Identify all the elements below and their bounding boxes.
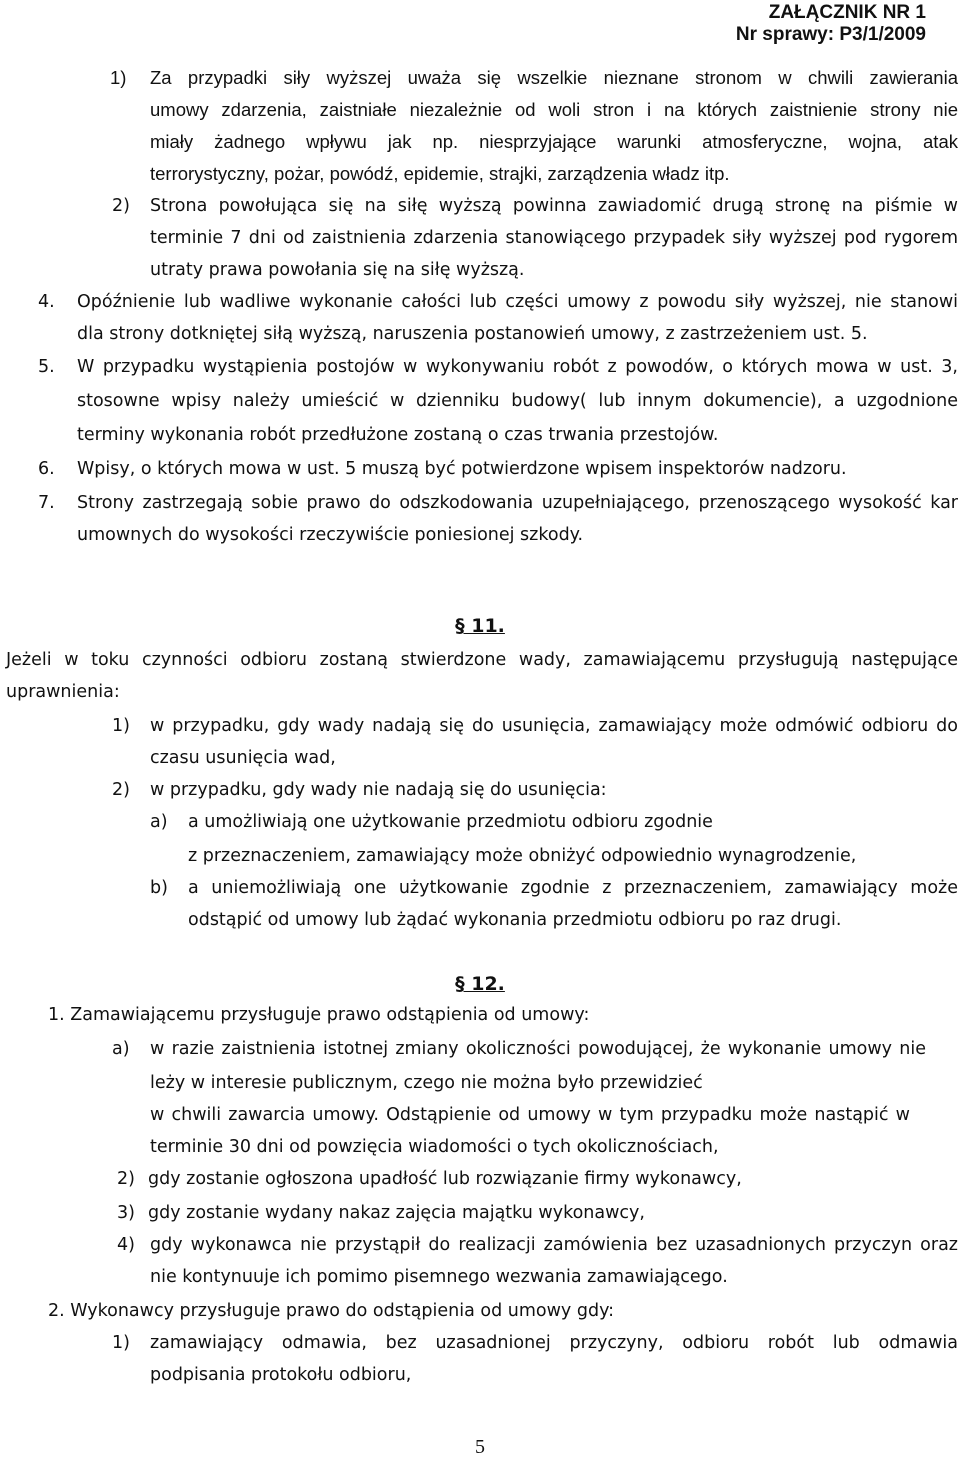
text-line: z przeznaczeniem, zamawiający może obniżyć odpowiednio wynagrodzenie, [188,846,857,866]
text-line: umownych do wysokości rzeczywiście poniesionej szkody. [77,525,584,545]
text-line: gdy zostanie ogłoszona upadłość lub rozwiązanie firmy wykonawcy, [148,1169,742,1189]
text-line: terminie 7 dni od zaistnienia zdarzenia stanowiącego przypadek siły wyższej pod rygorem [150,228,958,248]
attachment-title: ZAŁĄCZNIK NR 1 [768,2,926,23]
text-line: dla strony dotkniętej siłą wyższą, naruszenia postanowień umowy, z zastrzeżeniem ust. 5. [77,324,868,344]
item-number: 2) [112,196,130,216]
page-number: 5 [475,1436,485,1458]
text-line: czasu usunięcia wad, [150,748,336,768]
section-12-point-1: 1. Zamawiającemu przysługuje prawo odstąpienia od umowy: [48,1005,590,1025]
text-line: w przypadku, gdy wady nie nadają się do usunięcia: [150,780,607,800]
text-line: Wpisy, o których mowa w ust. 5 muszą być potwierdzone wpisem inspektorów nadzoru. [77,459,847,479]
text-line: nie kontynuuje ich pomimo pisemnego wezwania zamawiającego. [150,1267,728,1287]
item-number: a) [112,1039,130,1059]
text-line: stosowne wpisy należy umieścić w dzienniku budowy( lub innym dokumencie), a uzgodnione [77,391,958,411]
text-line: Strona powołująca się na siłę wyższą powinna zawiadomić drugą stronę na piśmie w [150,196,958,216]
text-line: odstąpić od umowy lub żądać wykonania przedmiotu odbioru po raz drugi. [188,910,842,930]
text-line: terminy wykonania robót przedłużone zostaną o czas trwania przestojów. [77,425,719,445]
item-number: 1) [112,716,130,736]
item-number: 1) [112,1333,130,1353]
item-number: 3) [117,1203,135,1223]
text-line: terrorystyczny, pożar, powódź, epidemie, strajki, zarządzenia władz itp. [150,163,730,184]
text-line: W przypadku wystąpienia postojów w wykonywaniu robót z powodów, o których mowa w ust. 3, [77,357,958,377]
text-line: gdy zostanie wydany nakaz zajęcia majątku wykonawcy, [148,1203,645,1223]
text-line: Strony zastrzegają sobie prawo do odszkodowania uzupełniającego, przenoszącego wysokość kar [77,493,958,513]
item-number: 4. [38,292,55,312]
item-number: a) [150,812,168,832]
item-number: 4) [117,1235,135,1255]
text-line: w chwili zawarcia umowy. Odstąpienie od umowy w tym przypadku może nastąpić w [150,1105,910,1125]
text-line: gdy wykonawca nie przystąpił do realizacji zamówienia bez uzasadnionych przyczyn oraz [150,1235,958,1255]
text-line: utraty prawa powołania się na siłę wyższą. [150,260,525,280]
text-line: a umożliwiają one użytkowanie przedmiotu odbioru zgodnie [188,812,713,832]
section-12-point-2: 2. Wykonawcy przysługuje prawo do odstąpienia od umowy gdy: [48,1301,615,1321]
text-line: podpisania protokołu odbioru, [150,1365,412,1385]
text-line: w razie zaistnienia istotnej zmiany okoliczności powodującej, że wykonanie umowy nie [150,1039,926,1059]
item-number: 2) [112,780,130,800]
text-line: terminie 30 dni od powzięcia wiadomości o tych okolicznościach, [150,1137,719,1157]
text-line: a uniemożliwiają one użytkowanie zgodnie z przeznaczeniem, zamawiający może [188,878,958,898]
item-number: 6. [38,459,55,479]
item-number: b) [150,878,168,898]
item-number: 5. [38,357,55,377]
section-12-heading: § 12. [455,973,505,995]
text-line: Opóźnienie lub wadliwe wykonanie całości lub części umowy z powodu siły wyższej, nie stanowi [77,292,958,312]
section-11-heading: § 11. [455,615,505,637]
text-line: Za przypadki siły wyższej uważa się wszelkie nieznane stronom w chwili zawierania [150,67,958,88]
text-line: leży w interesie publicznym, czego nie można było przewidzieć [150,1073,703,1093]
text-line: miały żadnego wpływu jak np. niesprzyjające warunki atmosferyczne, wojna, atak [150,131,958,152]
item-number: 7. [38,493,55,513]
text-line: zamawiający odmawia, bez uzasadnionej przyczyny, odbioru robót lub odmawia [150,1333,958,1353]
text-line: umowy zdarzenia, zaistniałe niezależnie od woli stron i na których zaistnienie strony nie [150,99,958,120]
item-number: 1) [110,67,127,88]
case-number: Nr sprawy: P3/1/2009 [735,24,926,45]
text-line: w przypadku, gdy wady nadają się do usunięcia, zamawiający może odmówić odbioru do [150,716,958,736]
text-line: uprawnienia: [6,682,120,702]
text-line: Jeżeli w toku czynności odbioru zostaną stwierdzone wady, zamawiającemu przysługują następujące [6,650,958,670]
item-number: 2) [117,1169,135,1189]
